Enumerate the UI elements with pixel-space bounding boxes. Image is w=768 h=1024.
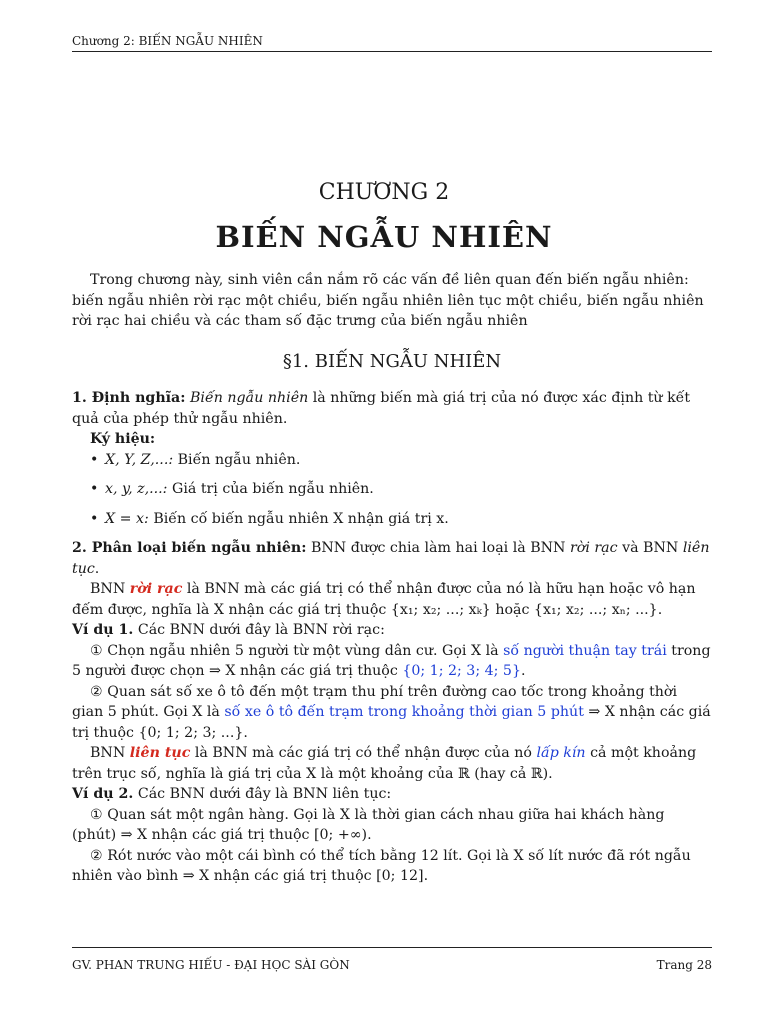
- notation-text: Biến cố biến ngẫu nhiên X nhận giá trị x.: [153, 510, 449, 527]
- continuous-text-end: cả một khoảng trên trục số, nghĩa là giá trị của X là một khoảng của ℝ (hay cả ℝ).: [72, 745, 697, 782]
- notation-text: Biến ngẫu nhiên.: [177, 451, 301, 468]
- list-item: [90, 450, 712, 471]
- notation-math: X = x:: [105, 510, 149, 527]
- discrete-highlight: rời rạc: [129, 581, 183, 597]
- bullet-icon: •: [90, 451, 99, 468]
- running-header: Chương 2: BIẾN NGẪU NHIÊN: [72, 34, 263, 48]
- intro-paragraph: Trong chương này, sinh viên cần nắm rõ các vấn đề liên quan đến biến ngẫu nhiên: biến ngẫu nhiên rời rạc một chiều, biến ngẫu nhiên liên tục một chiều, biến ngẫu nhiên rời rạc hai chiều và các tham số đặc trưng của biến ngẫu nhiên: [72, 272, 704, 329]
- list-item: [90, 479, 712, 500]
- classification-end: .: [94, 560, 100, 577]
- continuous-prefix: BNN: [90, 745, 126, 761]
- page-number: Trang 28: [656, 958, 712, 972]
- footer-rule: [72, 947, 712, 948]
- classification-text: BNN được chia làm hai loại là BNN: [310, 540, 566, 556]
- discrete-term: rời rạc: [570, 540, 618, 556]
- example1-label: Ví dụ 1.: [72, 622, 134, 638]
- example2-label: Ví dụ 2.: [72, 786, 134, 802]
- example1-item2-highlight: số xe ô tô đến trạm trong khoảng thời gian 5 phút: [224, 704, 584, 720]
- example2-item2: ② Rót nước vào một cái bình có thể tích bằng 12 lít. Gọi là X số lít nước đã rót ngẫu nhiên vào bình ⇒ X nhận các giá trị thuộc [0; 12].: [72, 847, 691, 884]
- page-body: [72, 270, 712, 887]
- continuous-highlight: liên tục: [129, 745, 191, 761]
- notation-math: x, y, z,...:: [105, 481, 168, 497]
- classification-paragraph: [72, 538, 712, 579]
- chapter-number: CHƯƠNG 2: [318, 180, 450, 205]
- bullet-icon: •: [90, 481, 99, 497]
- classification-label: 2. Phân loại biến ngẫu nhiên:: [72, 540, 307, 556]
- notation-math: X, Y, Z,...:: [105, 451, 174, 468]
- list-item: [90, 509, 712, 530]
- example1-item1-end: .: [521, 663, 526, 679]
- bullet-icon: •: [90, 510, 99, 527]
- section-title: §1. BIẾN NGẪU NHIÊN: [282, 350, 502, 372]
- discrete-definition: [72, 579, 712, 620]
- footer-author: GV. PHAN TRUNG HIẾU - ĐẠI HỌC SÀI GÒN: [72, 958, 350, 972]
- example1-item2-text: ② Quan sát số xe ô tô đến một trạm thu phí trên đường cao tốc trong khoảng thời gian 5 phút. Gọi X là: [72, 683, 678, 720]
- header-rule: [72, 51, 712, 52]
- example1-item1-highlight: số người thuận tay trái: [503, 642, 667, 659]
- definition-paragraph: [72, 388, 712, 429]
- example1-item1-mid: trong 5 người được chọn ⇒ X nhận các giá trị thuộc: [72, 642, 711, 679]
- definition-term: Biến ngẫu nhiên: [190, 390, 309, 406]
- discrete-prefix: BNN: [90, 581, 126, 597]
- notation-list: [72, 450, 712, 530]
- example1-intro: [72, 620, 712, 641]
- continuous-fill-term: lấp kín: [536, 745, 586, 761]
- continuous-term: liên tục: [72, 540, 710, 577]
- example1-item1: [72, 641, 712, 682]
- discrete-text: là BNN mà các giá trị có thể nhận được của nó là hữu hạn hoặc vô hạn đếm được, nghĩa là X nhận các giá trị thuộc {x₁; x₂; ...; xₖ} hoặc {x₁; x₂; ...; xₙ; ...}.: [72, 581, 696, 618]
- example1-text: Các BNN dưới đây là BNN rời rạc:: [137, 622, 385, 638]
- example1-item2-end: ⇒ X nhận các giá trị thuộc {0; 1; 2; 3; ...}.: [72, 704, 711, 741]
- example1-item1-set: {0; 1; 2; 3; 4; 5}: [402, 663, 521, 679]
- definition-text: là những biến mà giá trị của nó được xác định từ kết quả của phép thử ngẫu nhiên.: [72, 390, 691, 427]
- example1-item1-text: ① Chọn ngẫu nhiên 5 người từ một vùng dân cư. Gọi X là: [90, 642, 499, 659]
- example1-item2: [72, 682, 712, 744]
- example2-text: Các BNN dưới đây là BNN liên tục:: [137, 786, 392, 802]
- example2-item1: ① Quan sát một ngân hàng. Gọi là X là thời gian cách nhau giữa hai khách hàng (phút) ⇒ X nhận các giá trị thuộc [0; +∞).: [72, 806, 665, 843]
- continuous-definition: [72, 743, 712, 784]
- chapter-title: BIẾN NGẪU NHIÊN: [215, 220, 553, 254]
- notation-text: Giá trị của biến ngẫu nhiên.: [171, 481, 374, 497]
- continuous-text: là BNN mà các giá trị có thể nhận được của nó: [194, 745, 532, 761]
- definition-label: 1. Định nghĩa:: [72, 390, 186, 406]
- example2-intro: [72, 784, 712, 805]
- classification-and: và BNN: [622, 540, 679, 556]
- notation-label: Ký hiệu:: [90, 431, 156, 447]
